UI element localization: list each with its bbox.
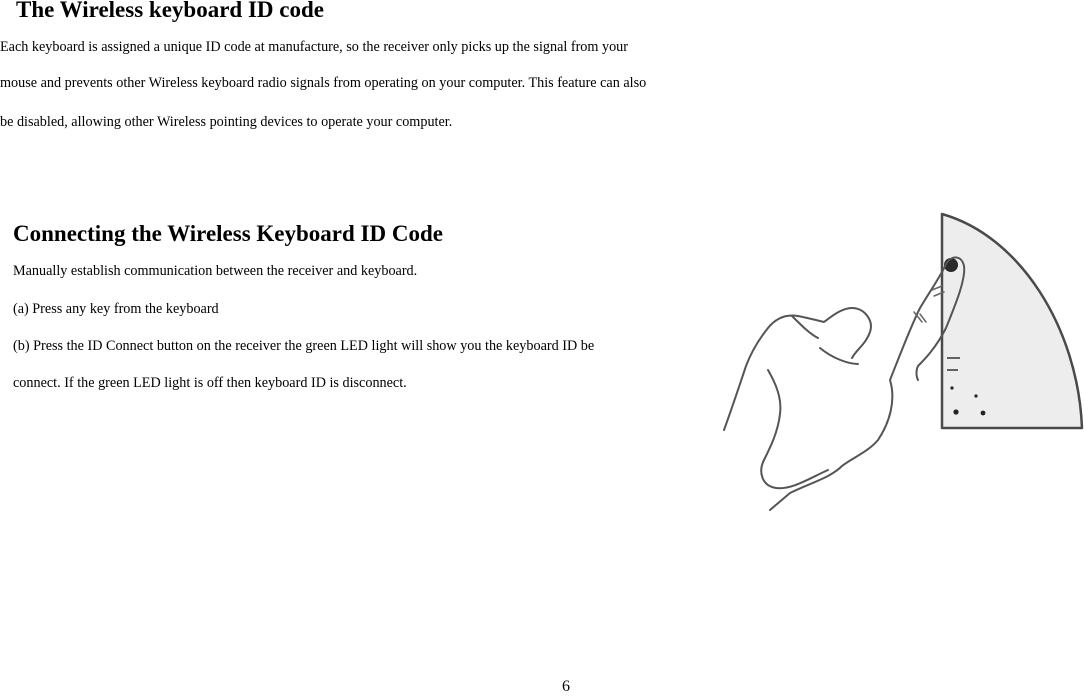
section-title-wireless-keyboard-id-code: The Wireless keyboard ID code <box>16 0 324 22</box>
led-dot <box>974 394 977 397</box>
led-dot <box>950 386 953 389</box>
hand-pressing-receiver-button-illustration <box>720 208 1084 516</box>
section-title-connecting-id-code: Connecting the Wireless Keyboard ID Code <box>13 221 443 246</box>
led-dot <box>953 409 958 414</box>
instruction-line: Manually establish communication between the receiver and keyboard. <box>13 263 418 279</box>
instruction-step-b: (b) Press the ID Connect button on the receiver the green LED light will show you the keyboard ID be <box>13 338 595 354</box>
paragraph-line: be disabled, allowing other Wireless pointing devices to operate your computer. <box>0 114 453 130</box>
hand-icon <box>724 257 964 510</box>
receiver-device <box>942 214 1082 428</box>
paragraph-line: Each keyboard is assigned a unique ID code at manufacture, so the receiver only picks up the signal from your <box>0 39 628 55</box>
finger-crease-lines <box>914 286 944 322</box>
paragraph-line: mouse and prevents other Wireless keyboard radio signals from operating on your computer. This feature can also <box>0 75 647 91</box>
instruction-step-a: (a) Press any key from the keyboard <box>13 301 219 317</box>
instruction-line: connect. If the green LED light is off then keyboard ID is disconnect. <box>13 375 407 391</box>
led-dot <box>981 411 986 416</box>
page-number: 6 <box>562 678 570 695</box>
